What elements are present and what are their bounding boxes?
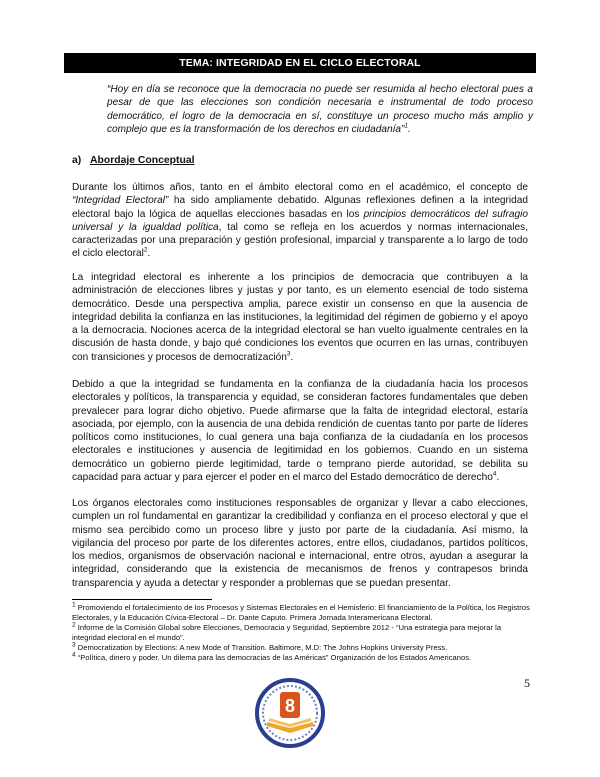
p2-footnote-ref[interactable]: 3 xyxy=(286,350,291,358)
p1-italic-term: “Integridad Electoral” xyxy=(72,195,169,207)
opening-quote xyxy=(107,83,533,136)
p3-footnote-ref[interactable]: 4 xyxy=(492,470,497,478)
section-label: a) xyxy=(72,155,82,166)
quote-footnote-ref[interactable]: 1 xyxy=(404,122,409,130)
quote-end: . xyxy=(408,123,411,135)
footnote-number: 3 xyxy=(72,641,76,649)
section-title: Abordaje Conceptual xyxy=(90,155,195,166)
p3-end: . xyxy=(496,472,500,484)
logo-digit: 8 xyxy=(284,696,296,716)
footnote-divider xyxy=(72,599,212,600)
footnote-number: 1 xyxy=(72,601,76,609)
footnote-number: 4 xyxy=(72,651,76,659)
p1-text-c: ha sido ampliamente debatido. Algunas reflexiones definen a la integridad electoral bajo la lógica de aquellas elecciones basadas en los xyxy=(72,195,528,220)
footnote-number: 2 xyxy=(72,621,76,629)
p1-end: . xyxy=(147,248,151,260)
paragraph-1 xyxy=(72,181,528,261)
p4-text: Los órganos electorales como instituciones responsables de organizar y llevar a cabo elecciones, cumplen un rol fundamental en garantizar la credibilidad y confianza en el proceso electoral y que el mismo sea percibido como un proceso libre y justo por parte de la ciudadanía. Así mismo, la vigilancia del proceso por parte de los diferentes actores, entre ellos, ciudadanos, partidos políticos, los medios, organismos de observación nacional e internacional, entre otros, ayudan a asegurar la integridad, considerando que la existencia de mecanismos de frenos y contrapesos brinda transparencia y ayuda a detectar y responder a problemas que se puedan presentar. xyxy=(72,498,528,589)
page-number: 5 xyxy=(524,676,530,690)
p1-text-a: Durante los últimos años, tanto en el ámbito electoral como en el académico, el concepto de xyxy=(72,182,528,193)
p2-end: . xyxy=(290,351,294,363)
footnote-text: “Política, dinero y poder. Un dilema para las democracias de las Américas” Organización de los Estados Americanos. xyxy=(75,653,472,662)
footnote-text: Democratization by Elections: A new Mode of Transition. Baltimore, M.D: The Johns Hopkins University Press. xyxy=(75,643,448,652)
paragraph-2 xyxy=(72,271,528,364)
footnote-4 xyxy=(72,653,530,663)
p1-footnote-ref[interactable]: 2 xyxy=(143,247,148,255)
p3-text: Debido a que la integridad se fundamenta en la confianza de la ciudadanía hacia los procesos electorales y políticos, la transparencia y equidad, se consideran factores fundamentales que deben prevalecer para lograr dicho objetivo. Puede afirmarse que la falta de integridad electoral, estaría asociada, por ejemplo, con la ausencia de una debida rendición de cuentas tanto por parte de líderes políticos como instituciones, lo cual genera una baja confianza de la ciudadanía en los procesos electorales e instituciones y ausencia de legitimidad en los gobiernos. Cuando en un sistema democrático un gobierno pierde legitimidad, tarde o temprano pierde autoridad, se debilita su capacidad para actuar y para ejercer el poder en el marco del Estado democrático de derecho xyxy=(72,379,528,484)
seal-logo-icon xyxy=(255,678,325,748)
banner-title: TEMA: INTEGRIDAD EN EL CICLO ELECTORAL xyxy=(179,57,421,69)
footnote-3 xyxy=(72,643,530,653)
paragraph-3 xyxy=(72,378,528,484)
footnotes xyxy=(72,603,530,663)
footnote-text: Informe de la Comisión Global sobre Elecciones, Democracia y Seguridad, Septiembre 2012 - “Una estrategia para mejorar la integridad electoral en el mundo”. xyxy=(72,623,502,642)
section-heading xyxy=(72,155,195,166)
section-banner xyxy=(64,53,536,73)
paragraph-4 xyxy=(72,497,528,590)
p1-italic-principles: principios democráticos del sufragio universal y la igualdad política xyxy=(72,208,528,233)
footnote-1 xyxy=(72,603,530,623)
logo-book-shape xyxy=(267,722,313,733)
p1-text-e: , tal como se refleja en los acuerdos y normas internacionales, caracterizadas por una preparación y gestión profesional, imparcial y transparente a lo largo de todo el ciclo electoral xyxy=(72,221,529,260)
p2-text: La integridad electoral es inherente a los principios de democracia que contribuyen a la administración de elecciones libres y justas y por tanto, es un elemento esencial de todo sistema democrático. Desde una perspectiva amplia, parece existir un consenso en que la ausencia de integridad debilita la confianza en las instituciones, la legitimidad del régimen de gobierno y el apoyo a la democracia. Nociones acerca de la integridad electoral se han vuelto igualmente centrales en la discusión de hasta donde, y bajo qué condiciones los eventos que ocurren en las urnas, contribuyen con transiciones y procesos de democratización xyxy=(72,272,528,363)
quote-text: “Hoy en día se reconoce que la democracia no puede ser resumida al hecho electoral pues a pesar de que las elecciones son condición necesaria e instrumental de todo proceso democrático, el logro de la democracia en sí, constituye un proceso mucho más amplio y complejo que es la transformación de los derechos en ciudadanía” xyxy=(107,84,533,135)
footnote-text: Promoviendo el fortalecimiento de los Procesos y Sistemas Electorales en el Hemisferio: El financiamiento de la Política, los Registros Electorales, y la Educación Cívica-Electoral – Dr. Dante Caputo. Primera Jornada Interamericana Electoral. xyxy=(72,603,530,622)
footnote-2 xyxy=(72,623,530,643)
